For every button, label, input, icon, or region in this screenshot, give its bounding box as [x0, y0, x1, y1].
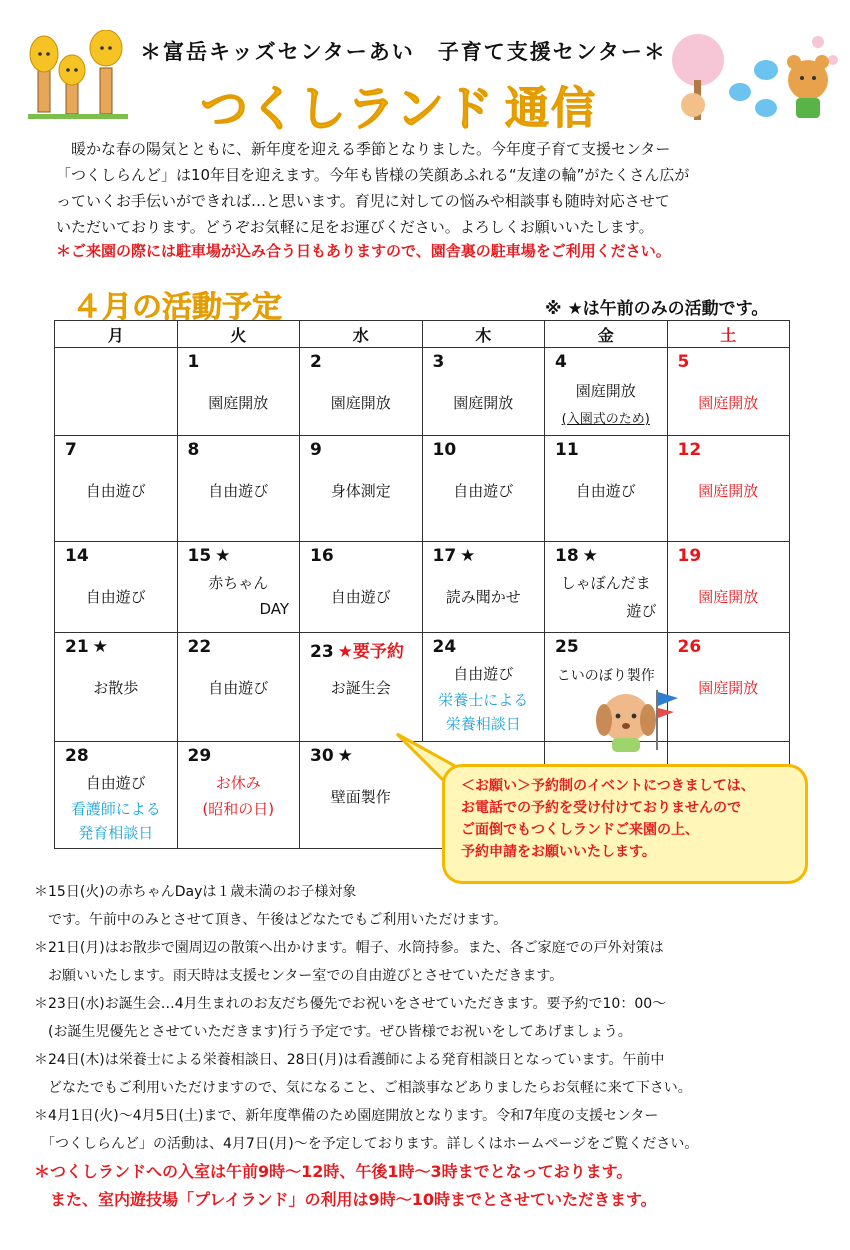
event: 園庭開放 [575, 382, 636, 400]
day-number: 2 [310, 352, 322, 372]
event: お誕生会 [330, 679, 391, 697]
event: 自由遊び [208, 679, 269, 697]
calendar-cell [177, 633, 300, 742]
event: しゃぼんだま [560, 574, 651, 592]
intro-text [56, 136, 806, 240]
weekday-tue: 火 [177, 321, 300, 348]
cherry-blossom-animals-illustration [668, 30, 843, 130]
note-line: です。午前中のみとさせて頂き、午後はどなたでもご利用いただけます。 [34, 912, 508, 928]
calendar-cell [177, 436, 300, 542]
day-number: 17 ★ [432, 546, 476, 566]
calendar-week [55, 348, 790, 436]
day-number: 25 [555, 637, 579, 657]
hours-notice: また、室内遊技場「プレイランド」の利用は9時～10時までとさせていただきます。 [34, 1190, 657, 1209]
calendar-cell [545, 348, 668, 436]
tsukushi-illustration [18, 30, 138, 120]
event-extra: 栄養相談日 [445, 715, 521, 733]
star-icon: ★ [215, 546, 231, 566]
calendar-cell [55, 436, 178, 542]
callout-line: ＜お願い＞予約制のイベントにつきましては、 [461, 778, 755, 794]
note-line: (お誕生児優先とさせていただきます)行う予定です。ぜひ皆様でお祝いをしてあげましょう。 [34, 1024, 632, 1040]
event-line2: (昭和の日) [202, 800, 275, 818]
event-extra: 発育相談日 [78, 824, 154, 842]
notes-section [34, 878, 824, 1214]
parking-notice: ＊ご来園の際には駐車場が込み合う日もありますので、園舎裏の駐車場をご利用ください。 [56, 242, 671, 260]
calendar-cell [300, 542, 423, 633]
callout-line: お電話での予約を受け付けておりませんので [461, 800, 741, 816]
schedule-title: ４月の活動予定 [72, 290, 282, 325]
day-number: 21 ★ [65, 637, 108, 657]
event: 園庭開放 [698, 394, 759, 412]
event: お散歩 [93, 679, 139, 697]
day-number: 8 [187, 440, 200, 460]
note-line: ＊24日(木)は栄養士による栄養相談日、28日(月)は看護師による発育相談日となっています。午前中 [34, 1052, 665, 1068]
event: こいのぼり製作 [556, 668, 655, 684]
calendar-cell [422, 348, 545, 436]
weekday-sat: 土 [667, 321, 790, 348]
event: 自由遊び [453, 665, 514, 683]
calendar-cell [55, 742, 178, 849]
calendar-cell [545, 436, 668, 542]
weekday-fri: 金 [545, 321, 668, 348]
event: 自由遊び [85, 588, 146, 606]
event: 園庭開放 [208, 394, 269, 412]
dog-koinobori-illustration [590, 680, 680, 760]
calendar-cell [177, 348, 300, 436]
calendar-cell [177, 742, 300, 849]
event: 自由遊び [85, 774, 146, 792]
event: 赤ちゃん [208, 574, 269, 592]
day-number: 10 [432, 440, 457, 460]
calendar-cell [667, 542, 790, 633]
callout-line: ご面倒でもつくしランドご来園の上、 [461, 822, 699, 838]
day-number: 3 [432, 352, 445, 372]
intro-line: っていくお手伝いができれば…と思います。育児に対しての悩みや相談事も随時対応させて [56, 192, 670, 210]
day-number: 4 [555, 352, 567, 372]
event: お休み [215, 774, 261, 792]
day-number: 16 [310, 546, 334, 566]
calendar-header-row [55, 321, 790, 348]
weekday-wed: 水 [300, 321, 423, 348]
day-number: 24 [432, 637, 457, 657]
reservation-callout [442, 764, 808, 884]
weekday-thu: 木 [422, 321, 545, 348]
day-number: 22 [187, 637, 212, 657]
event: 身体測定 [330, 482, 391, 500]
note-line: ＊23日(水)お誕生会…4月生まれのお友だち優先でお祝いをさせていただきます。要予約で10：00～ [34, 996, 667, 1012]
event: 自由遊び [330, 588, 391, 606]
event: 自由遊び [453, 482, 514, 500]
calendar-cell-empty [55, 348, 178, 436]
event-extra: 栄養士による [438, 691, 529, 709]
day-number: 7 [65, 440, 77, 460]
event: 園庭開放 [698, 679, 759, 697]
star-icon: ★ [92, 637, 108, 657]
event: 自由遊び [575, 482, 636, 500]
note-line: ＊4月1日(火)～4月5日(土)まで、新年度準備のため園庭開放となります。令和7年度の支援センター [34, 1108, 659, 1124]
calendar-cell [667, 633, 790, 742]
event: 壁面製作 [330, 788, 391, 806]
day-number: 5 [677, 352, 690, 372]
intro-line: いただいております。どうぞお気軽に足をお運びください。よろしくお願いいたします。 [56, 218, 654, 236]
day-number: 30 ★ [310, 746, 353, 766]
event-note: (入園式のため) [561, 412, 650, 427]
calendar-cell [55, 633, 178, 742]
note-line: 「つくしらんど」の活動は、4月7日(月)～を予定しております。詳しくはホームページをご覧ください。 [34, 1136, 699, 1152]
calendar-cell [422, 436, 545, 542]
am-only-note: ※ ★は午前のみの活動です。 [545, 299, 769, 319]
event: 自由遊び [208, 482, 269, 500]
day-number: 15 ★ [187, 546, 231, 566]
event-line2: 遊び [626, 602, 657, 620]
calendar-cell [300, 348, 423, 436]
event: 読み聞かせ [445, 588, 521, 606]
calendar-cell [667, 348, 790, 436]
event: 園庭開放 [330, 394, 391, 412]
calendar-cell [545, 542, 668, 633]
hours-notice: ＊つくしランドへの入室は午前9時～12時、午後1時～3時までとなっております。 [34, 1162, 633, 1181]
day-number: 12 [677, 440, 702, 460]
calendar-cell [422, 542, 545, 633]
star-icon: ★要予約 [337, 642, 404, 662]
day-number: 28 [65, 746, 89, 766]
note-line: ＊15日(火)の赤ちゃんDayは１歳未満のお子様対象 [34, 884, 357, 900]
day-number: 1 [187, 352, 200, 372]
intro-line: 暖かな春の陽気とともに、新年度を迎える季節となりました。今年度子育て支援センター [56, 140, 671, 158]
star-icon: ★ [582, 546, 598, 566]
day-number: 29 [187, 746, 212, 766]
calendar-week [55, 542, 790, 633]
day-number: 9 [310, 440, 322, 460]
event-extra: 看護師による [70, 800, 161, 818]
star-icon: ★ [460, 546, 476, 566]
intro-line: 「つくしらんど」は10年目を迎えます。今年も皆様の笑顔あふれる“友達の輪”がたくさん広が [56, 166, 690, 184]
calendar-cell [55, 542, 178, 633]
calendar-cell [300, 436, 423, 542]
calendar-week [55, 436, 790, 542]
event: 園庭開放 [453, 394, 514, 412]
day-number: 11 [555, 440, 579, 460]
note-line: ＊21日(月)はお散歩で園周辺の散策へ出かけます。帽子、水筒持参。また、各ご家庭での戸外対策は [34, 940, 664, 956]
note-line: お願いいたします。雨天時は支援センター室での自由遊びとさせていただきます。 [34, 968, 564, 984]
center-name: ＊富岳キッズセンターあい 子育て支援センター＊ [140, 40, 667, 64]
event: 自由遊び [85, 482, 146, 500]
note-line: どなたでもご利用いただけますので、気になること、ご相談事などありましたらお気軽に来て下さい。 [34, 1080, 692, 1096]
event-line2: DAY [259, 600, 289, 618]
calendar-cell [177, 542, 300, 633]
day-number: 23 ★要予約 [310, 642, 404, 662]
day-number: 14 [65, 546, 89, 566]
newsletter-title: つくしランド [200, 81, 495, 137]
star-icon: ★ [337, 746, 353, 766]
day-number: 18 ★ [555, 546, 598, 566]
weekday-mon: 月 [55, 321, 178, 348]
calendar-cell [667, 436, 790, 542]
callout-line: 予約申請をお願いいたします。 [461, 844, 656, 860]
event: 園庭開放 [698, 588, 759, 606]
day-number: 26 [677, 637, 702, 657]
newsletter-title-suffix: 通信 [505, 83, 597, 134]
event: 園庭開放 [698, 482, 759, 500]
day-number: 19 [677, 546, 702, 566]
